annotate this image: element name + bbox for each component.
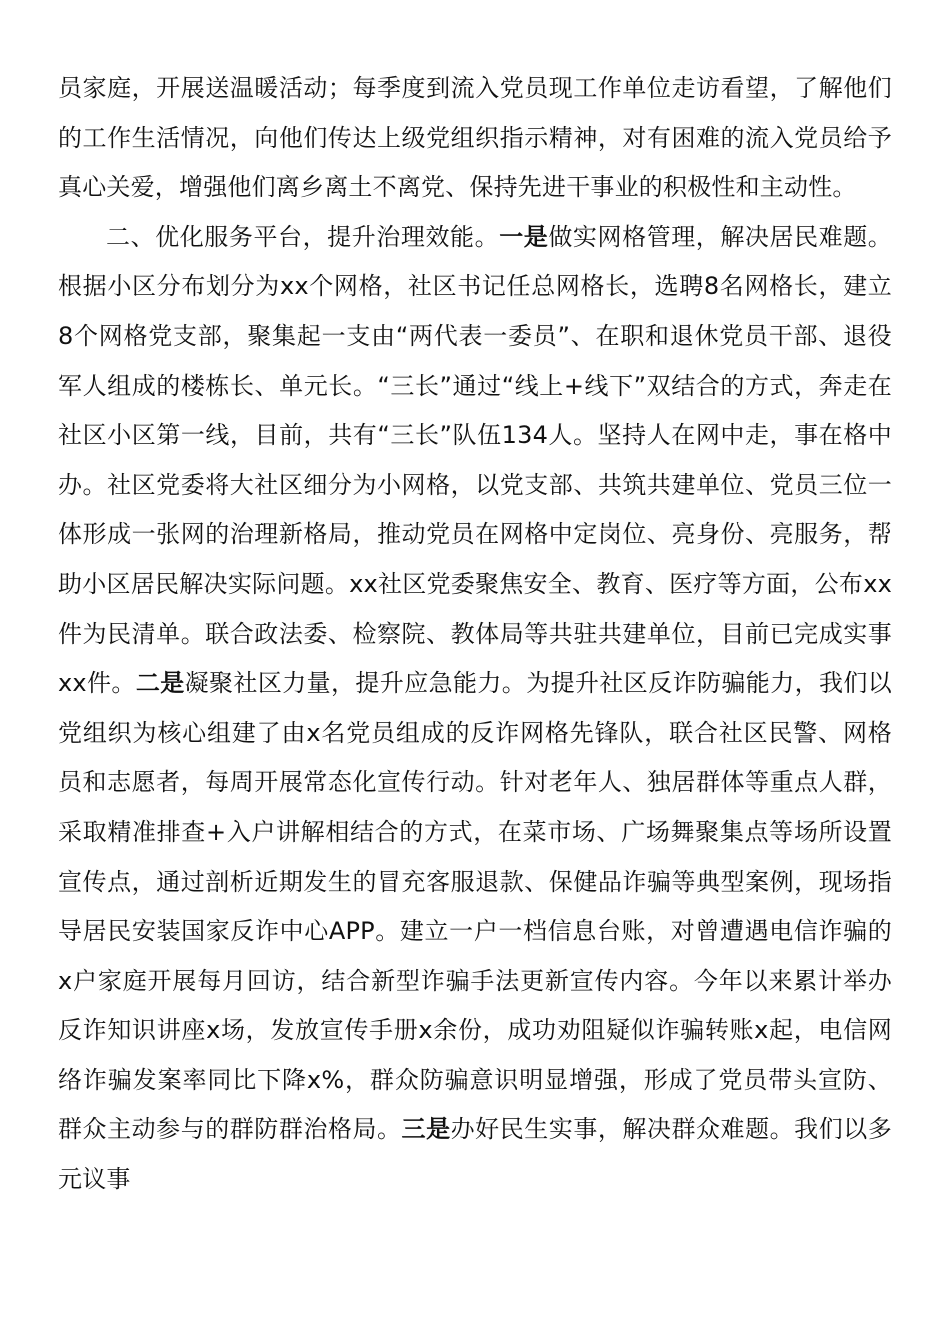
point-one-lead: 一是: [499, 222, 549, 251]
point-three-text: 办好民生实事，解决群众难题。我们以多元议事: [58, 1115, 892, 1194]
point-one-text: 做实网格管理，解决居民难题。根据小区分布划分为xx个网格，社区书记任总网格长，选聘8名网格长，建立8个网格党支部，聚集起一支由“两代表一委员”、在职和退休党员干部、退役军人组成的楼栋长、单元长。“三长”通过“线上+线下”双结合的方式，奔走在社区小区第一线，目前，共有“三长”队伍134人。坚持人在网中走，事在格中办。社区党委将大社区细分为小网格，以党支部、共筑共建单位、党员三位一体形成一张网的治理新格局，推动党员在网格中定岗位、亮身份、亮服务，帮助小区居民解决实际问题。xx社区党委聚焦安全、教育、医疗等方面，公布xx件为民清单。联合政法委、检察院、教体局等共驻共建单位，目前已完成实事xx件。: [58, 222, 892, 698]
paragraph-section-two: [58, 213, 892, 1205]
point-two-text: 凝聚社区力量，提升应急能力。为提升社区反诈防骗能力，我们以党组织为核心组建了由x名党员组成的反诈网格先锋队，联合社区民警、网格员和志愿者，每周开展常态化宣传行动。针对老年人、独居群体等重点人群，采取精准排查+入户讲解相结合的方式，在菜市场、广场舞聚集点等场所设置宣传点，通过剖析近期发生的冒充客服退款、保健品诈骗等典型案例，现场指导居民安装国家反诈中心APP。建立一户一档信息台账，对曾遭遇电信诈骗的x户家庭开展每月回访，结合新型诈骗手法更新宣传内容。今年以来累计举办反诈知识讲座x场，发放宣传手册x余份，成功劝阻疑似诈骗转账x起，电信网络诈骗发案率同比下降x%，群众防骗意识明显增强，形成了党员带头宣防、群众主动参与的群防群治格局。: [58, 669, 892, 1144]
section-heading: 二、优化服务平台，提升治理效能。: [106, 222, 500, 251]
point-two-lead: 二是: [135, 669, 185, 698]
document-page: [58, 64, 892, 1205]
point-three-lead: 三是: [401, 1115, 451, 1144]
paragraph-continuation: 员家庭，开展送温暖活动；每季度到流入党员现工作单位走访看望，了解他们的工作生活情况，向他们传达上级党组织指示精神，对有困难的流入党员给予真心关爱，增强他们离乡离土不离党、保持先进干事业的积极性和主动性。: [58, 74, 892, 202]
